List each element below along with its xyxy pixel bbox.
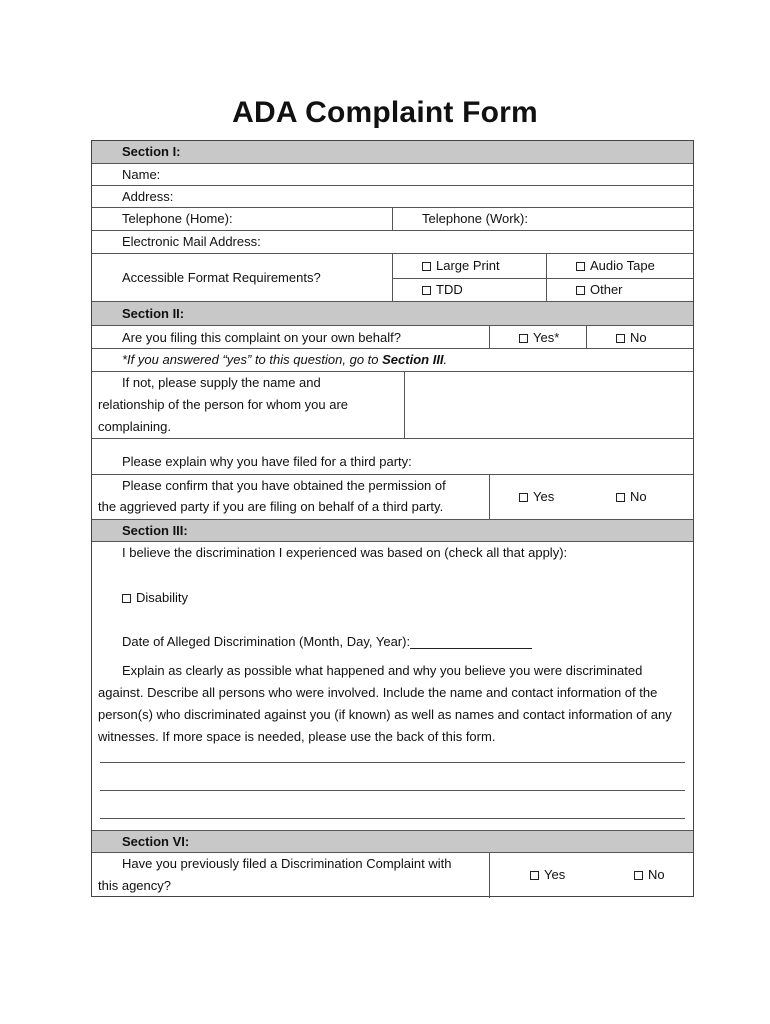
disability-label: Disability <box>136 590 189 605</box>
address-label: Address: <box>122 189 174 204</box>
permission-no-option[interactable] <box>616 486 647 508</box>
tdd-option[interactable] <box>422 279 463 301</box>
other-option[interactable] <box>576 279 623 301</box>
no-label: No <box>630 489 647 504</box>
if-not-line-3: complaining. <box>98 419 171 434</box>
note-section-ref: Section III <box>382 352 444 367</box>
no-label: No <box>630 330 647 345</box>
checkbox-icon[interactable] <box>122 594 131 603</box>
name-row[interactable] <box>92 164 693 186</box>
form-title: ADA Complaint Form <box>232 96 538 129</box>
section-2-heading: Section II: <box>122 306 185 321</box>
email-row[interactable] <box>92 231 693 254</box>
writing-line[interactable] <box>100 762 685 763</box>
checkbox-icon[interactable] <box>519 334 528 343</box>
address-row[interactable] <box>92 186 693 208</box>
note-row <box>92 349 693 372</box>
section-2-header <box>92 302 693 326</box>
yes-label: Yes <box>544 867 566 882</box>
telephone-row <box>92 208 693 231</box>
third-party-name-row <box>92 372 693 439</box>
explain-third-party-row[interactable] <box>92 439 693 475</box>
previous-complaint-row <box>92 853 693 898</box>
yes-label: Yes <box>533 489 555 504</box>
section-6-header <box>92 831 693 853</box>
divider <box>586 326 587 348</box>
note-suffix: . <box>443 352 448 367</box>
divider <box>489 853 490 898</box>
checkbox-icon[interactable] <box>616 493 625 502</box>
checkbox-icon[interactable] <box>576 286 585 295</box>
previous-line-2: this agency? <box>98 878 171 893</box>
previous-no-option[interactable] <box>634 864 665 886</box>
permission-yes-option[interactable] <box>519 486 554 508</box>
divider <box>489 475 490 519</box>
previous-yes-option[interactable] <box>530 864 565 886</box>
other-label: Other <box>590 282 623 297</box>
accessible-format-label: Accessible Format Requirements? <box>122 270 321 285</box>
no-label: No <box>648 867 665 882</box>
believe-label: I believe the discrimination I experienced was based on (check all that apply): <box>122 545 568 560</box>
date-label: Date of Alleged Discrimination (Month, Day, Year): <box>122 634 411 649</box>
email-label: Electronic Mail Address: <box>122 234 261 249</box>
confirm-line-1: Please confirm that you have obtained the permission of <box>122 478 446 493</box>
divider <box>392 208 393 230</box>
large-print-option[interactable] <box>422 255 500 277</box>
explain-third-party-label: Please explain why you have filed for a third party: <box>122 454 412 469</box>
date-input-line[interactable] <box>410 634 532 649</box>
checkbox-icon[interactable] <box>530 871 539 880</box>
own-behalf-yes-option[interactable] <box>519 327 559 349</box>
checkbox-icon[interactable] <box>422 286 431 295</box>
section-1-heading: Section I: <box>122 144 181 159</box>
disability-option[interactable] <box>122 587 188 609</box>
checkbox-icon[interactable] <box>616 334 625 343</box>
audio-tape-label: Audio Tape <box>590 258 655 273</box>
audio-tape-option[interactable] <box>576 255 655 277</box>
own-behalf-no-option[interactable] <box>616 327 647 349</box>
writing-line[interactable] <box>100 790 685 791</box>
divider <box>404 372 405 438</box>
date-of-discrimination <box>122 631 532 653</box>
explain-paragraph: Explain as clearly as possible what happened and why you believe you were discriminated against. Describe all persons who were involved. Include the name and contact information of the person(s) who discriminated against you (if known) as well as names and contact information of any witnesses. If more space is needed, please use the back of this form. <box>98 663 672 744</box>
telephone-work-label: Telephone (Work): <box>422 211 528 226</box>
accessible-format-row <box>92 254 693 302</box>
own-behalf-question: Are you filing this complaint on your own behalf? <box>122 330 401 345</box>
checkbox-icon[interactable] <box>422 262 431 271</box>
complaint-form <box>91 140 694 897</box>
name-label: Name: <box>122 167 161 182</box>
checkbox-icon[interactable] <box>519 493 528 502</box>
section-3-heading: Section III: <box>122 523 188 538</box>
divider <box>489 326 490 348</box>
checkbox-icon[interactable] <box>634 871 643 880</box>
if-not-line-1: If not, please supply the name and <box>122 375 321 390</box>
writing-line[interactable] <box>100 818 685 819</box>
section-3-header <box>92 520 693 542</box>
previous-line-1: Have you previously filed a Discrimination Complaint with <box>122 856 452 871</box>
if-not-line-2: relationship of the person for whom you are <box>98 397 349 412</box>
yes-star-label: Yes* <box>533 330 560 345</box>
section-1-header <box>92 141 693 164</box>
note-prefix: *If you answered “yes” to this question, go to <box>122 352 383 367</box>
section-3-body <box>92 542 693 831</box>
confirm-line-2: the aggrieved party if you are filing on behalf of a third party. <box>98 499 444 514</box>
permission-row <box>92 475 693 520</box>
tdd-label: TDD <box>436 282 463 297</box>
checkbox-icon[interactable] <box>576 262 585 271</box>
large-print-label: Large Print <box>436 258 500 273</box>
own-behalf-row <box>92 326 693 349</box>
section-6-heading: Section VI: <box>122 834 190 849</box>
go-to-note <box>122 349 447 371</box>
telephone-home-label: Telephone (Home): <box>122 211 233 226</box>
